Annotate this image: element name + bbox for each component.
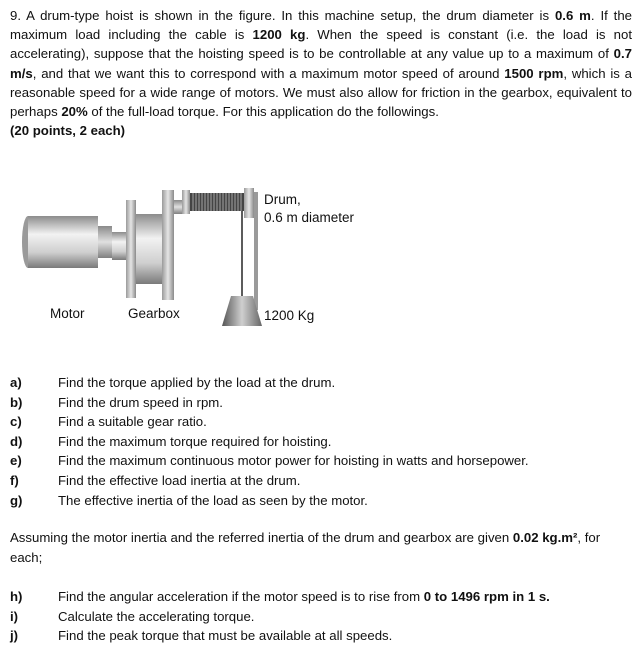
item-letter: b)	[10, 394, 23, 410]
para2-text-2: , for each;	[10, 530, 601, 565]
item-letter: c)	[10, 414, 22, 430]
intro-max-speed: 0.7 m/s	[10, 46, 632, 81]
item-text: Find a suitable gear ratio.	[58, 414, 207, 430]
hoist-diagram	[0, 170, 640, 340]
motor-label: Motor	[50, 306, 85, 321]
list-item	[10, 491, 632, 511]
item-letter: d)	[10, 433, 23, 449]
item-text: Find the effective load inertia at the drum.	[58, 472, 301, 488]
intro-motor-speed: 1500 rpm	[504, 65, 564, 81]
intro-text-4: , and that we want this to correspond with a maximum motor speed of around	[32, 65, 505, 81]
list-item	[10, 432, 632, 452]
item-text: The effective inertia of the load as seen by the motor.	[58, 492, 368, 508]
item-text: Find the angular acceleration if the motor speed is to rise from	[58, 589, 424, 604]
item-text: Find the drum speed in rpm.	[58, 394, 223, 410]
item-letter: i)	[10, 608, 19, 624]
list-item	[10, 451, 632, 471]
inertia-assumption	[10, 528, 632, 567]
list-item	[10, 373, 632, 393]
intro-points: (20 points, 2 each)	[10, 123, 126, 139]
problem-statement	[10, 6, 632, 140]
item-letter: a)	[10, 375, 22, 390]
intro-max-load: 1200 kg	[252, 27, 306, 43]
intro-text-5: , which is a reasonable speed for a wide range of motors. We must also allow for friction in the gearbox, equivalent to perhaps	[10, 65, 633, 120]
drum	[182, 188, 258, 310]
intro-friction: 20%	[61, 104, 88, 120]
item-text: Find the maximum continuous motor power for hoisting in watts and horsepower.	[58, 453, 529, 469]
item-text: Find the torque applied by the load at the drum.	[58, 375, 336, 390]
gearbox-label: Gearbox	[128, 306, 180, 321]
item-text: Find the peak torque that must be available at all speeds.	[58, 628, 393, 644]
item-letter: f)	[10, 472, 19, 488]
gearbox	[112, 190, 182, 300]
para2-inertia-value: 0.02 kg.m²	[512, 530, 578, 545]
list-item	[10, 587, 632, 607]
intro-drum-diameter: 0.6 m	[554, 8, 591, 23]
item-text: Calculate the accelerating torque.	[58, 608, 255, 624]
item-text-bold: 0 to 1496 rpm in 1 s.	[423, 589, 550, 604]
list-item	[10, 471, 632, 491]
motor	[22, 216, 112, 268]
load-label: 1200 Kg	[264, 308, 315, 323]
item-letter: e)	[10, 453, 22, 469]
intro-text-2: . If the maximum load including the cable is	[10, 8, 632, 43]
item-text: Find the maximum torque required for hoisting.	[58, 433, 332, 449]
list-item	[10, 393, 632, 413]
intro-text-6: of the full-load torque. For this application do the followings.	[87, 104, 439, 120]
hoist-figure	[0, 170, 640, 340]
list-item	[10, 626, 632, 646]
drum-label-line-2: 0.6 m diameter	[264, 210, 355, 225]
list-item	[10, 412, 632, 432]
drum-label-line-1: Drum,	[264, 192, 301, 207]
item-letter: j)	[10, 628, 19, 644]
intro-text-1: 9. A drum-type hoist is shown in the figure. In this machine setup, the drum diameter is	[10, 8, 555, 23]
intro-text-3: . When the speed is constant (i.e. the load is not accelerating), suppose that the hoisting speed is to be controllable at any value up to a maximum of	[10, 27, 632, 62]
list-item	[10, 607, 632, 627]
item-letter: h)	[10, 589, 23, 604]
question-list-1	[10, 373, 632, 510]
item-letter: g)	[10, 492, 23, 508]
para2-text-1: Assuming the motor inertia and the referred inertia of the drum and gearbox are given	[10, 530, 513, 545]
question-list-2	[10, 587, 632, 646]
